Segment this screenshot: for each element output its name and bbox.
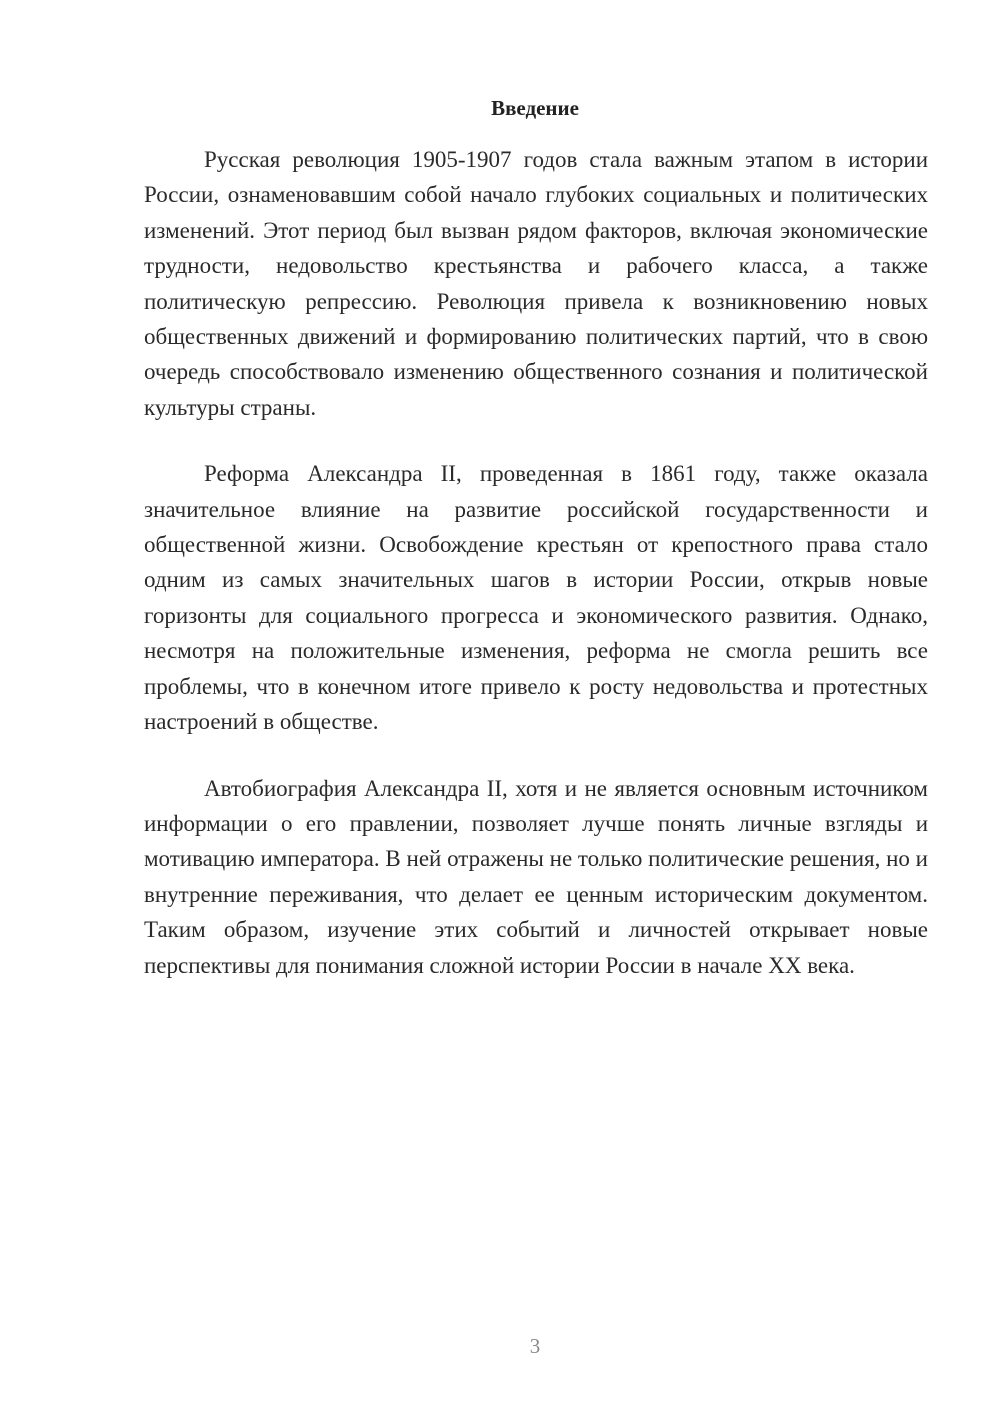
body-text — [144, 142, 928, 1014]
paragraph-1: Русская революция 1905-1907 годов стала важным этапом в истории России, ознаменовавшим собой начало глубоких социальных и политических изменений. Этот период был вызван рядом факторов, включая экономические трудности, недовольство крестьянства и рабочего класса, а также политическую репрессию. Революция привела к возникновению новых общественных движений и формированию политических партий, что в свою очередь способствовало изменению общественного сознания и политической культуры страны. — [144, 147, 928, 420]
page-number: 3 — [529, 1334, 541, 1358]
page-heading: Введение — [491, 96, 579, 120]
paragraph-2: Реформа Александра II, проведенная в 1861 году, также оказала значительное влияние на развитие российской государственности и общественной жизни. Освобождение крестьян от крепостного права стало одним из самых значительных шагов в истории России, открыв новые горизонты для социального прогресса и экономического развития. Однако, несмотря на положительные изменения, реформа не смогла решить все проблемы, что в конечном итоге привело к росту недовольства и протестных настроений в обществе. — [144, 461, 928, 735]
paragraph-3: Автобиография Александра II, хотя и не является основным источником информации о его правлении, позволяет лучше понять личные взгляды и мотивацию императора. В ней отражены не только политические решения, но и внутренние переживания, что делает ее ценным историческим документом. Таким образом, изучение этих событий и личностей открывает новые перспективы для понимания сложной истории России в начале XX века. — [144, 775, 928, 978]
